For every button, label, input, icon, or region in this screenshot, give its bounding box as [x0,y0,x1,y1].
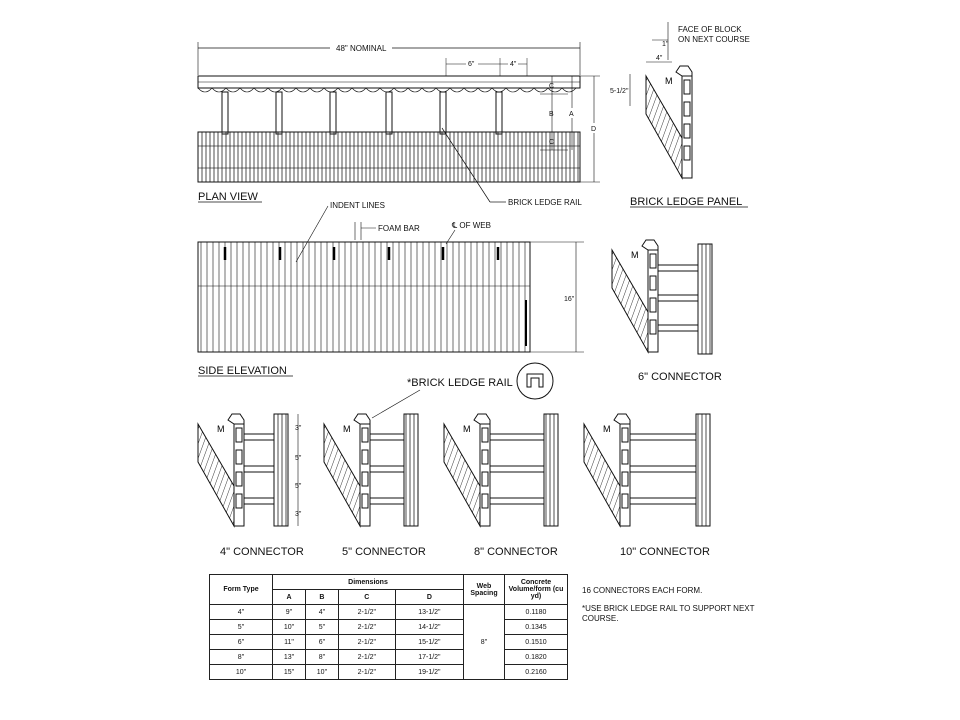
c4-dim-5b: 5" [295,483,302,490]
cell-c: 2-1/2" [338,665,395,680]
brick-ledge-rail-label: *BRICK LEDGE RAIL [407,377,513,389]
cell-b: 8" [305,650,338,665]
connector-6-label: 6" CONNECTOR [638,371,722,383]
foam-bar-label: FOAM BAR [378,224,420,233]
notes [582,586,762,632]
cell-b: 5" [305,620,338,635]
technical-drawing: M 48" NOMINAL 6" 4" C B C A D BRICK LEDGE RAIL PLAN VIEW FACE OF BLOCK ON NEXT COURSE 1" 4" 5-1/2" BRICK LEDGE PANEL INDENT LINES FOAM BAR ℄ OF WEB 16" SIDE ELEVATION 6" CONNECTOR *BRICK LEDGE RAIL 3" 5" 5" 3" 4" CONNECTOR 5" CONNECTOR 8" CONNECTOR 10" CONNECTOR [19,10,750,558]
cell-volume: 0.2160 [505,665,568,680]
th-volume: Concrete Volume/form (cu yd) [505,575,568,605]
cell-form: 4" [210,605,273,620]
c4-dim-3b: 3" [295,511,302,518]
cell-form: 8" [210,650,273,665]
dim-a: A [569,111,574,118]
cell-a: 9" [273,605,306,620]
table-row [210,650,568,665]
plan-view [198,42,600,207]
panel-dim-4in: 4" [656,55,663,62]
dim-c-bottom: C [549,139,555,146]
form-spec-table [209,574,568,680]
indent-lines-label: INDENT LINES [330,201,385,210]
cell-c: 2-1/2" [338,620,395,635]
cell-d: 14-1/2" [395,620,463,635]
brick-ledge-rail-detail [372,363,553,418]
side-elevation-title: SIDE ELEVATION [198,365,287,377]
dim-6in: 6" [468,61,475,68]
connector-5-label: 5" CONNECTOR [342,546,426,558]
th-c: C [338,590,395,605]
nominal-dim-label: 48" NOMINAL [336,44,387,53]
note-brick-ledge: *USE BRICK LEDGE RAIL TO SUPPORT NEXT COURSE. [582,604,755,623]
dim-c-top: C [549,83,555,90]
dim-b: B [549,111,554,118]
cell-web-spacing: 8" [464,605,505,680]
cell-d: 19-1/2" [395,665,463,680]
table-row [210,605,568,620]
connector-4 [198,414,304,558]
c4-dim-3a: 3" [295,425,302,432]
th-b: B [305,590,338,605]
c4-dim-5a: 5" [295,455,302,462]
cell-b: 6" [305,635,338,650]
connector-10-label: 10" CONNECTOR [620,546,710,558]
plan-view-title: PLAN VIEW [198,191,258,203]
cell-c: 2-1/2" [338,605,395,620]
web-centerline-label: ℄ OF WEB [452,221,491,230]
note-connectors: 16 CONNECTORS EACH FORM. [582,586,703,595]
cell-volume: 0.1820 [505,650,568,665]
cell-volume: 0.1180 [505,605,568,620]
cell-form: 6" [210,635,273,650]
cell-a: 15" [273,665,306,680]
cell-form: 5" [210,620,273,635]
connector-8 [444,414,558,558]
connector-5 [324,414,426,558]
table-row [210,635,568,650]
table-row [210,665,568,680]
cell-volume: 0.1345 [505,620,568,635]
connector-4-label: 4" CONNECTOR [220,546,304,558]
dim-d: D [591,126,597,133]
next-course-note: ON NEXT COURSE [678,35,750,44]
panel-dim-5-1-2: 5-1/2" [610,88,629,95]
cell-d: 15-1/2" [395,635,463,650]
table-row [210,620,568,635]
cell-d: 17-1/2" [395,650,463,665]
side-elevation [198,201,584,377]
cell-c: 2-1/2" [338,650,395,665]
cell-b: 4" [305,605,338,620]
connector-6 [612,240,722,383]
th-web-spacing: Web Spacing [464,575,505,605]
cell-c: 2-1/2" [338,635,395,650]
th-dimensions: Dimensions [273,575,464,590]
height-16in: 16" [564,296,575,303]
panel-dim-1in: 1" [662,41,669,48]
cell-a: 13" [273,650,306,665]
th-d: D [395,590,463,605]
cell-d: 13-1/2" [395,605,463,620]
cell-volume: 0.1510 [505,635,568,650]
connector-10 [584,414,710,558]
brick-ledge-panel [610,22,750,208]
face-of-block-note: FACE OF BLOCK [678,25,742,34]
cell-a: 11" [273,635,306,650]
brick-ledge-panel-title: BRICK LEDGE PANEL [630,196,743,208]
cell-form: 10" [210,665,273,680]
cell-a: 10" [273,620,306,635]
brick-ledge-rail-callout: BRICK LEDGE RAIL [508,198,582,207]
dim-4in: 4" [510,61,517,68]
connector-8-label: 8" CONNECTOR [474,546,558,558]
cell-b: 10" [305,665,338,680]
th-a: A [273,590,306,605]
th-form-type: Form Type [210,575,273,605]
